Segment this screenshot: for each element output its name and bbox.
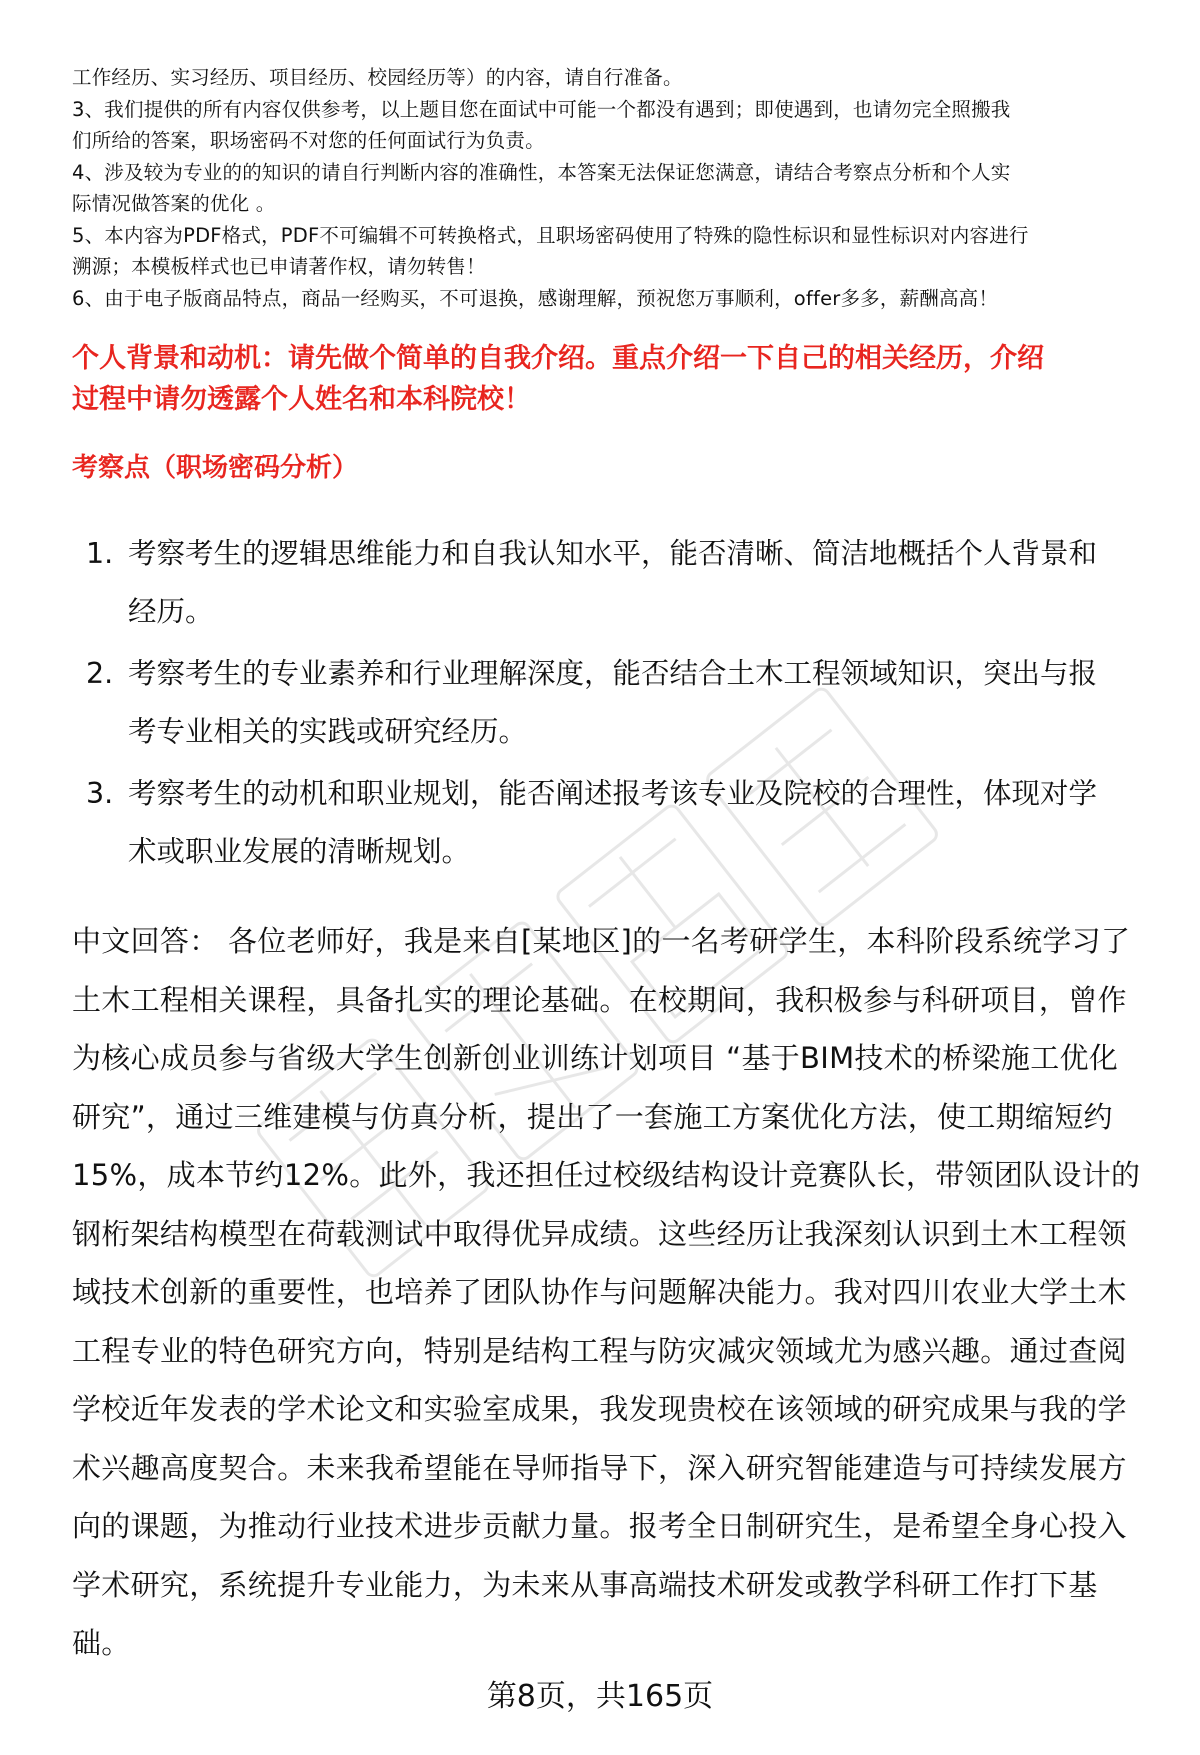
exam-point-text: 考察考生的逻辑思维能力和自我认知水平，能否清晰、简洁地概括个人背景和 — [128, 537, 1098, 570]
note-line: 5、本内容为PDF格式，PDF不可编辑不可转换格式，且职场密码使用了特殊的隐性标识和显性标识对内容进行 — [72, 223, 1029, 247]
exam-point-text: 经历。 — [128, 595, 214, 628]
exam-point-number: 3. — [86, 777, 114, 810]
page-number: 第8页，共165页 — [486, 1679, 714, 1714]
answer-line: 研究”，通过三维建模与仿真分析，提出了一套施工方案优化方法，使工期缩短约 — [72, 1099, 1113, 1134]
answer-line: 土木工程相关课程，具备扎实的理论基础。在校期间，我积极参与科研项目，曾作 — [72, 982, 1127, 1017]
answer-line: 向的课题，为推动行业技术进步贡献力量。报考全日制研究生，是希望全身心投入 — [72, 1509, 1127, 1543]
exam-point-item — [72, 525, 1162, 641]
note-line: 们所给的答案，职场密码不对您的任何面试行为负责。 — [72, 129, 545, 152]
question-line: 个人背景和动机：请先做个简单的自我介绍。重点介绍一下自己的相关经历，介绍 — [72, 343, 1044, 374]
exam-points-heading: 考察点（职场密码分析） — [72, 453, 359, 483]
exam-point-text: 考察考生的动机和职业规划，能否阐述报考该专业及院校的合理性，体现对学 — [128, 777, 1098, 810]
answer-line: 学术研究，系统提升专业能力，为未来从事高端技术研发或教学科研工作打下基 — [72, 1567, 1098, 1602]
note-line: 3、我们提供的所有内容仅供参考，以上题目您在面试中可能一个都没有遇到；即使遇到，也请勿完全照搬我 — [72, 97, 1011, 121]
note-line: 际情况做答案的优化 。 — [72, 192, 276, 215]
question-line: 过程中请勿透露个人姓名和本科院校！ — [72, 384, 531, 415]
exam-point-text: 术或职业发展的清晰规划。 — [128, 835, 471, 868]
answer-line: 域技术创新的重要性，也培养了团队协作与问题解决能力。我对四川农业大学土木 — [72, 1275, 1127, 1309]
chinese-answer — [72, 912, 1167, 1673]
exam-point-number: 1. — [86, 537, 114, 570]
answer-line: 中文回答： 各位老师好，我是来自[某地区]的一名考研学生，本科阶段系统学习了 — [72, 924, 1131, 958]
answer-line: 工程专业的特色研究方向，特别是结构工程与防灾减灾领域尤为感兴趣。通过查阅 — [72, 1333, 1127, 1368]
answer-line: 学校近年发表的学术论文和实验室成果，我发现贵校在该领域的研究成果与我的学 — [72, 1392, 1127, 1426]
note-line: 4、涉及较为专业的的知识的请自行判断内容的准确性，本答案无法保证您满意，请结合考察点分析和个人实 — [72, 160, 1011, 184]
exam-point-item — [72, 645, 1162, 761]
answer-line: 为核心成员参与省级大学生创新创业训练计划项目 “基于BIM技术的桥梁施工优化 — [72, 1041, 1119, 1075]
answer-line: 15%，成本节约12%。此外，我还担任过校级结构设计竞赛队长，带领团队设计的 — [72, 1158, 1141, 1192]
note-line: 工作经历、实习经历、项目经历、校园经历等）的内容，请自行准备。 — [72, 66, 683, 89]
exam-point-text: 考专业相关的实践或研究经历。 — [128, 715, 528, 748]
answer-line: 础。 — [72, 1626, 131, 1660]
exam-point-item — [72, 765, 1162, 881]
note-line: 6、由于电子版商品特点，商品一经购买，不可退换，感谢理解，预祝您万事顺利，offer多多，薪酬高高！ — [72, 286, 999, 310]
disclaimer-notes — [72, 62, 1167, 314]
exam-points-list — [72, 525, 1162, 885]
exam-point-text: 考察考生的专业素养和行业理解深度，能否结合土木工程领域知识，突出与报 — [128, 657, 1098, 690]
question-title — [72, 338, 1162, 420]
exam-point-number: 2. — [86, 657, 114, 690]
note-line: 溯源；本模板样式也已申请著作权，请勿转售！ — [72, 255, 486, 278]
answer-line: 术兴趣高度契合。未来我希望能在导师指导下，深入研究智能建造与可持续发展方 — [72, 1450, 1127, 1485]
answer-line: 钢桁架结构模型在荷载测试中取得优异成绩。这些经历让我深刻认识到土木工程领 — [72, 1216, 1127, 1251]
